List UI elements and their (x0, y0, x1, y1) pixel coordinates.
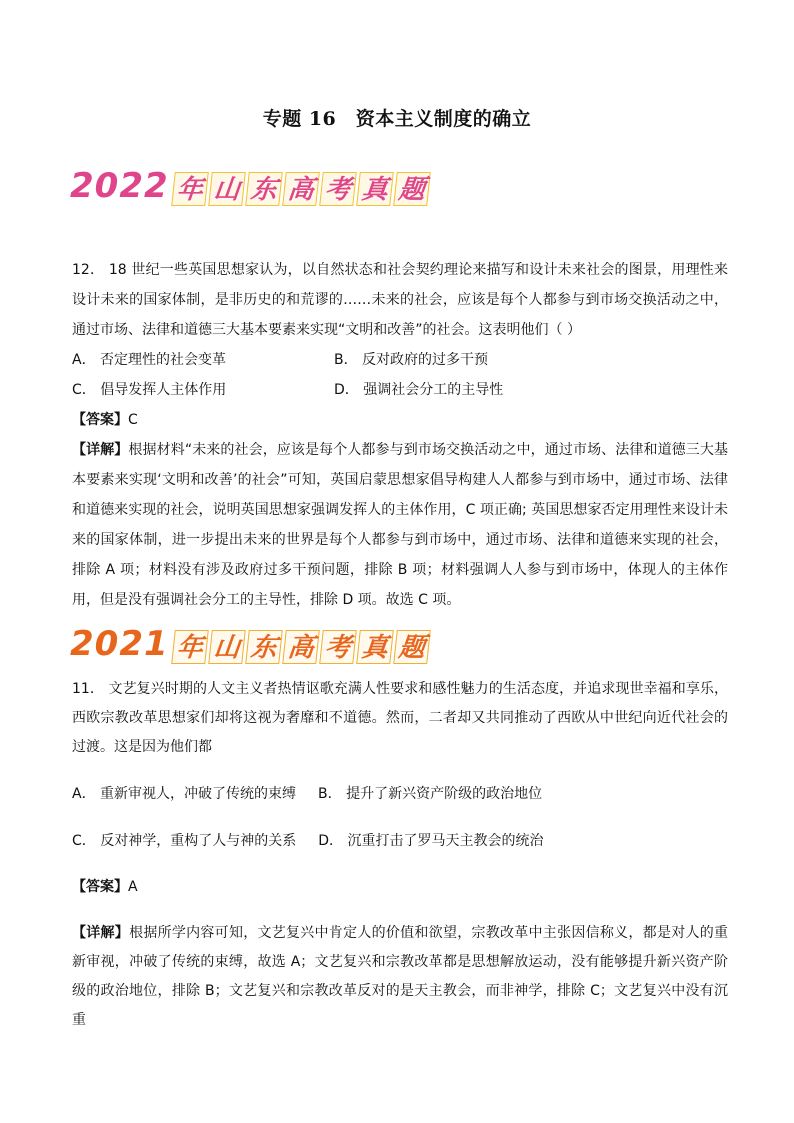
option-c: C． 倡导发挥人主体作用 (72, 382, 227, 398)
banner-char: 年 (171, 630, 209, 664)
banner-2022-shandong-exam (70, 162, 432, 206)
options-row (72, 826, 728, 856)
answer-line (72, 405, 728, 435)
question-stem: 12． 18 世纪一些英国思想家认为，以自然状态和社会契约理论来描写和设计未来社会的图景，用理性来设计未来的国家体制，是非历史的和荒谬的……未来的社会，应该是每个人都参与到市场交换活动之中，通过市场、法律和道德三大基本要素来实现“文明和改善”的社会。这表明他们（ ） (72, 262, 728, 338)
banner-chars (173, 630, 432, 664)
banner-char: 东 (245, 630, 283, 664)
detail-paragraph (72, 435, 728, 615)
detail-paragraph (72, 919, 728, 1035)
options-row (72, 345, 728, 375)
detail-label: 【详解】 (72, 442, 129, 458)
banner-year: 2022 (70, 166, 169, 206)
banner-year: 2021 (70, 624, 169, 664)
option-d: D． 沉重打击了罗马天主教会的统治 (318, 833, 544, 849)
question-11 (72, 675, 728, 1035)
banner-char: 高 (282, 630, 320, 664)
answer-label: 【答案】 (72, 879, 128, 895)
banner-char: 山 (208, 630, 246, 664)
banner-char: 山 (208, 172, 246, 206)
answer-line (72, 873, 728, 902)
options-row (72, 375, 728, 405)
option-c: C． 反对神学，重构了人与神的关系 (72, 833, 297, 849)
option-d: D． 强调社会分工的主导性 (334, 382, 504, 398)
detail-label: 【详解】 (72, 925, 130, 941)
question-stem: 11． 文艺复兴时期的人文主义者热情讴歌充满人性要求和感性魅力的生活态度，并追求现世幸福和享乐，西欧宗教改革思想家们却将这视为奢靡和不道德。然而，二者却又共同推动了西欧从中世纪向近代社会的过渡。这是因为他们都 (72, 681, 728, 755)
answer-value: A (128, 879, 138, 895)
banner-char: 高 (282, 172, 320, 206)
page-title: 专题 16 资本主义制度的确立 (262, 108, 532, 130)
option-b: B． 反对政府的过多干预 (334, 352, 489, 368)
banner-char: 真 (356, 172, 394, 206)
detail-text: 根据材料“未来的社会，应该是每个人都参与到市场交换活动之中，通过市场、法律和道德三大基本要素来实现‘文明和改善’的社会”可知，英国启蒙思想家倡导构建人人都参与到市场中，通过市场、法律和道德来实现的社会，说明英国思想家强调发挥人的主体作用，C 项正确; 英国思想家否定用理性来设计未来的国家体制，进一步提出未来的世界是每个人都参与到市场中，通过市场、法律和道德来实现的社会，排除 A 项；材料没有涉及政府过多干预问题，排除 B 项；材料强调人人参与到市场中，体现人的主体作用，但是没有强调社会分工的主导性，排除 D 项。故选 C 项。 (72, 442, 728, 608)
option-b: B． 提升了新兴资产阶级的政治地位 (318, 786, 543, 802)
banner-char: 真 (356, 630, 394, 664)
answer-value: C (128, 412, 138, 428)
detail-text: 根据所学内容可知，文艺复兴中肯定人的价值和欲望，宗教改革中主张因信称义，都是对人的重新审视，冲破了传统的束缚，故选 A；文艺复兴和宗教改革都是思想解放运动，没有能够提升新兴资产阶级的政治地位，排除 B；文艺复兴和宗教改革反对的是天主教会，而非神学，排除 C；文艺复兴中没有沉重 (72, 925, 729, 1028)
banner-2021-shandong-exam (70, 620, 432, 664)
banner-char: 题 (393, 172, 431, 206)
banner-char: 东 (245, 172, 283, 206)
options-row (72, 779, 728, 809)
option-a: A． 否定理性的社会变革 (72, 352, 227, 368)
banner-chars (173, 172, 432, 206)
banner-char: 年 (171, 172, 209, 206)
question-12 (72, 255, 728, 615)
banner-char: 题 (393, 630, 431, 664)
answer-label: 【答案】 (72, 412, 128, 428)
banner-char: 考 (319, 630, 357, 664)
option-a: A． 重新审视人，冲破了传统的束缚 (72, 786, 297, 802)
banner-char: 考 (319, 172, 357, 206)
